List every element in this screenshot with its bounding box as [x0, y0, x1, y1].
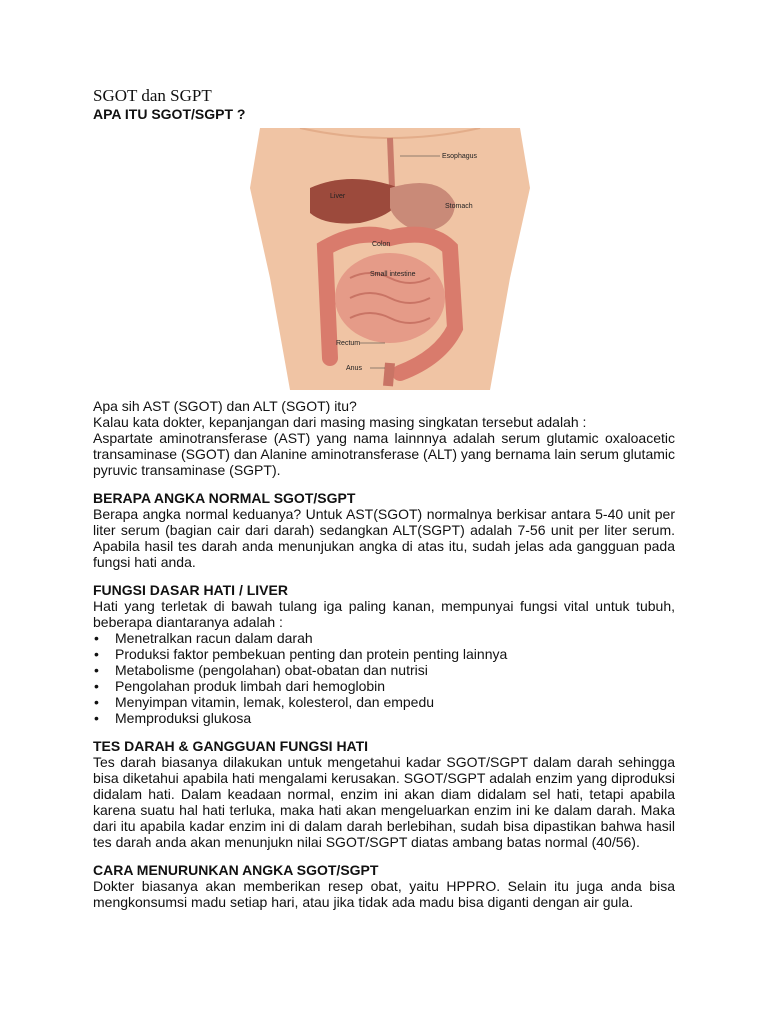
section5-paragraph: Dokter biasanya akan memberikan resep obat, yaitu HPPRO. Selain itu juga anda bisa mengkonsumsi madu setiap hari, atau jika tidak ada madu bisa diganti dengan air gula. — [93, 878, 675, 910]
list-item-text: Produksi faktor pembekuan penting dan protein penting lainnya — [115, 646, 508, 662]
list-item — [93, 710, 675, 726]
section-heading-angka-normal: BERAPA ANGKA NORMAL SGOT/SGPT — [93, 490, 356, 506]
list-item — [93, 662, 675, 678]
section3-paragraph: Hati yang terletak di bawah tulang iga paling kanan, mempunyai fungsi vital untuk tubuh, beberapa diantaranya adalah : — [93, 598, 675, 630]
list-item-text: Memproduksi glukosa — [115, 710, 252, 726]
digestive-system-illustration — [240, 128, 540, 390]
label-anus: Anus — [346, 365, 362, 372]
label-esophagus: Esophagus — [442, 153, 478, 160]
bullet-point: • — [94, 646, 99, 662]
liver-functions-list — [93, 630, 675, 726]
label-colon: Colon — [372, 241, 391, 248]
list-item-text: Metabolisme (pengolahan) obat-obatan dan nutrisi — [115, 662, 428, 678]
section2-paragraph: Berapa angka normal keduanya? Untuk AST(SGOT) normalnya berkisar antara 5-40 unit per liter serum (bagian cair dari darah) sedangkan ALT(SGPT) adalah 7-56 unit per liter serum. Apabila hasil tes darah anda menunjukan angka di atas itu, sudah jelas ada gangguan pada fungsi hati anda. — [93, 506, 675, 570]
section4-paragraph: Tes darah biasanya dilakukan untuk mengetahui kadar SGOT/SGPT dalam darah sehingga bisa diketahui apabila hati mengalami kerusakan. SGOT/SGPT adalah enzim yang diproduksi didalam hati. Dalam keadaan normal, enzim ini akan diam didalam sel hati, tetapi apabila karena suatu hal hati terluka, maka hati akan mengeluarkan enzim ini ke dalam darah. Maka dari itu apabila kadar enzim ini di dalam darah berlebihan, sudah bisa dipastikan bahwa hasil tes darah anda akan menunjukn nilai SGOT/SGPT diatas ambang batas normal (40/56). — [93, 754, 675, 850]
section1-line2: Kalau kata dokter, kepanjangan dari masing masing singkatan tersebut adalah : — [93, 414, 587, 430]
section1-line1: Apa sih AST (SGOT) dan ALT (SGOT) itu? — [93, 398, 357, 414]
list-item-text: Menetralkan racun dalam darah — [115, 630, 313, 646]
section1-paragraph: Aspartate aminotransferase (AST) yang nama lainnnya adalah serum glutamic oxaloacetic transaminase (SGOT) dan Alanine aminotransferase (ALT) yang bernama lain serum glutamic pyruvic transaminase (SGPT). — [93, 430, 675, 478]
label-stomach: Stomach — [445, 203, 473, 210]
label-small-intestine: Small intestine — [370, 271, 416, 278]
list-item-text: Menyimpan vitamin, lemak, kolesterol, dan empedu — [115, 694, 435, 710]
bullet-point: • — [94, 662, 99, 678]
list-item — [93, 630, 675, 646]
list-item — [93, 694, 675, 710]
document-content — [93, 86, 675, 910]
bullet-point: • — [94, 678, 99, 694]
list-item — [93, 646, 675, 662]
bullet-point: • — [94, 694, 99, 710]
list-item-text: Pengolahan produk limbah dari hemoglobin — [115, 678, 386, 694]
bullet-point: • — [94, 710, 99, 726]
document-title: SGOT dan SGPT — [93, 86, 212, 105]
label-liver: Liver — [330, 193, 346, 200]
section-heading-tes-darah: TES DARAH & GANGGUAN FUNGSI HATI — [93, 738, 369, 754]
section-heading-fungsi-hati: FUNGSI DASAR HATI / LIVER — [93, 582, 288, 598]
section-heading-cara-menurunkan: CARA MENURUNKAN ANGKA SGOT/SGPT — [93, 862, 379, 878]
bullet-point: • — [94, 630, 99, 646]
label-rectum: Rectum — [336, 340, 361, 347]
digestive-system-figure — [240, 128, 540, 390]
section-heading-apa-itu: APA ITU SGOT/SGPT ? — [93, 106, 246, 122]
list-item — [93, 678, 675, 694]
